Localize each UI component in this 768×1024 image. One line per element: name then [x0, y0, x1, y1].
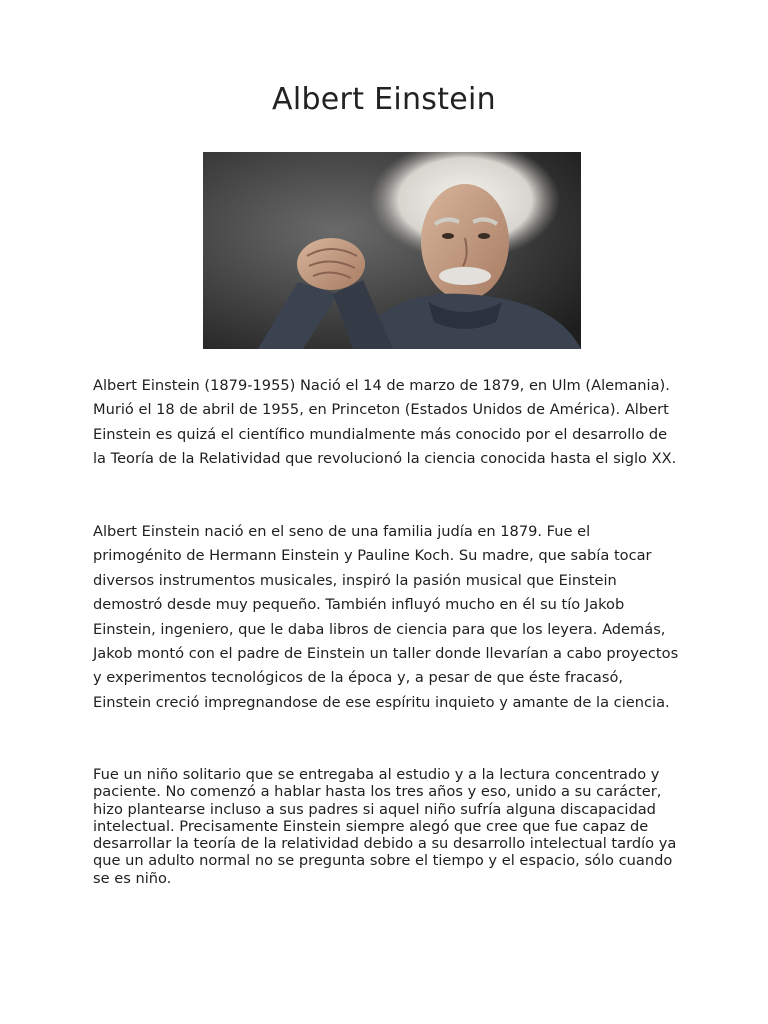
biography-paragraph-1: Albert Einstein (1879-1955) Nació el 14 de marzo de 1879, en Ulm (Alemania). Murió el 18 de abril de 1955, en Princeton (Estados Unidos de América). Albert Einstein es quizá el científico mundialmente más conocido por el desarrollo de la Teoría de la Relatividad que revolucionó la ciencia conocida hasta el siglo XX. [93, 377, 677, 468]
einstein-portrait [203, 152, 581, 349]
biography-paragraph-2: Albert Einstein nació en el seno de una familia judía en 1879. Fue el primogénito de Hermann Einstein y Pauline Koch. Su madre, que sabía tocar diversos instrumentos musicales, inspiró la pasión musical que Einstein demostró desde muy pequeño. También influyó mucho en él su tío Jakob Einstein, ingeniero, que le daba libros de ciencia para que los leyera. Además, Jakob montó con el padre de Einstein un taller donde llevarían a cabo proyectos y experimentos tecnológicos de la época y, a pesar de que éste fracasó, Einstein creció impregnandose de ese espíritu inquieto y amante de la ciencia. [93, 523, 679, 711]
portrait-illustration [203, 152, 581, 349]
biography-paragraph-3: Fue un niño solitario que se entregaba al estudio y a la lectura concentrado y paciente. No comenzó a hablar hasta los tres años y eso, unido a su carácter, hizo plantearse incluso a sus padres si aquel niño sufría alguna discapacidad intelectual. Precisamente Einstein siempre alegó que cree que fue capaz de desarrollar la teoría de la relatividad debido a su desarrollo intelectual tardío ya que un adulto normal no se pregunta sobre el tiempo y el espacio, sólo cuando se es niño. [93, 766, 677, 887]
page-title: Albert Einstein [272, 82, 496, 117]
